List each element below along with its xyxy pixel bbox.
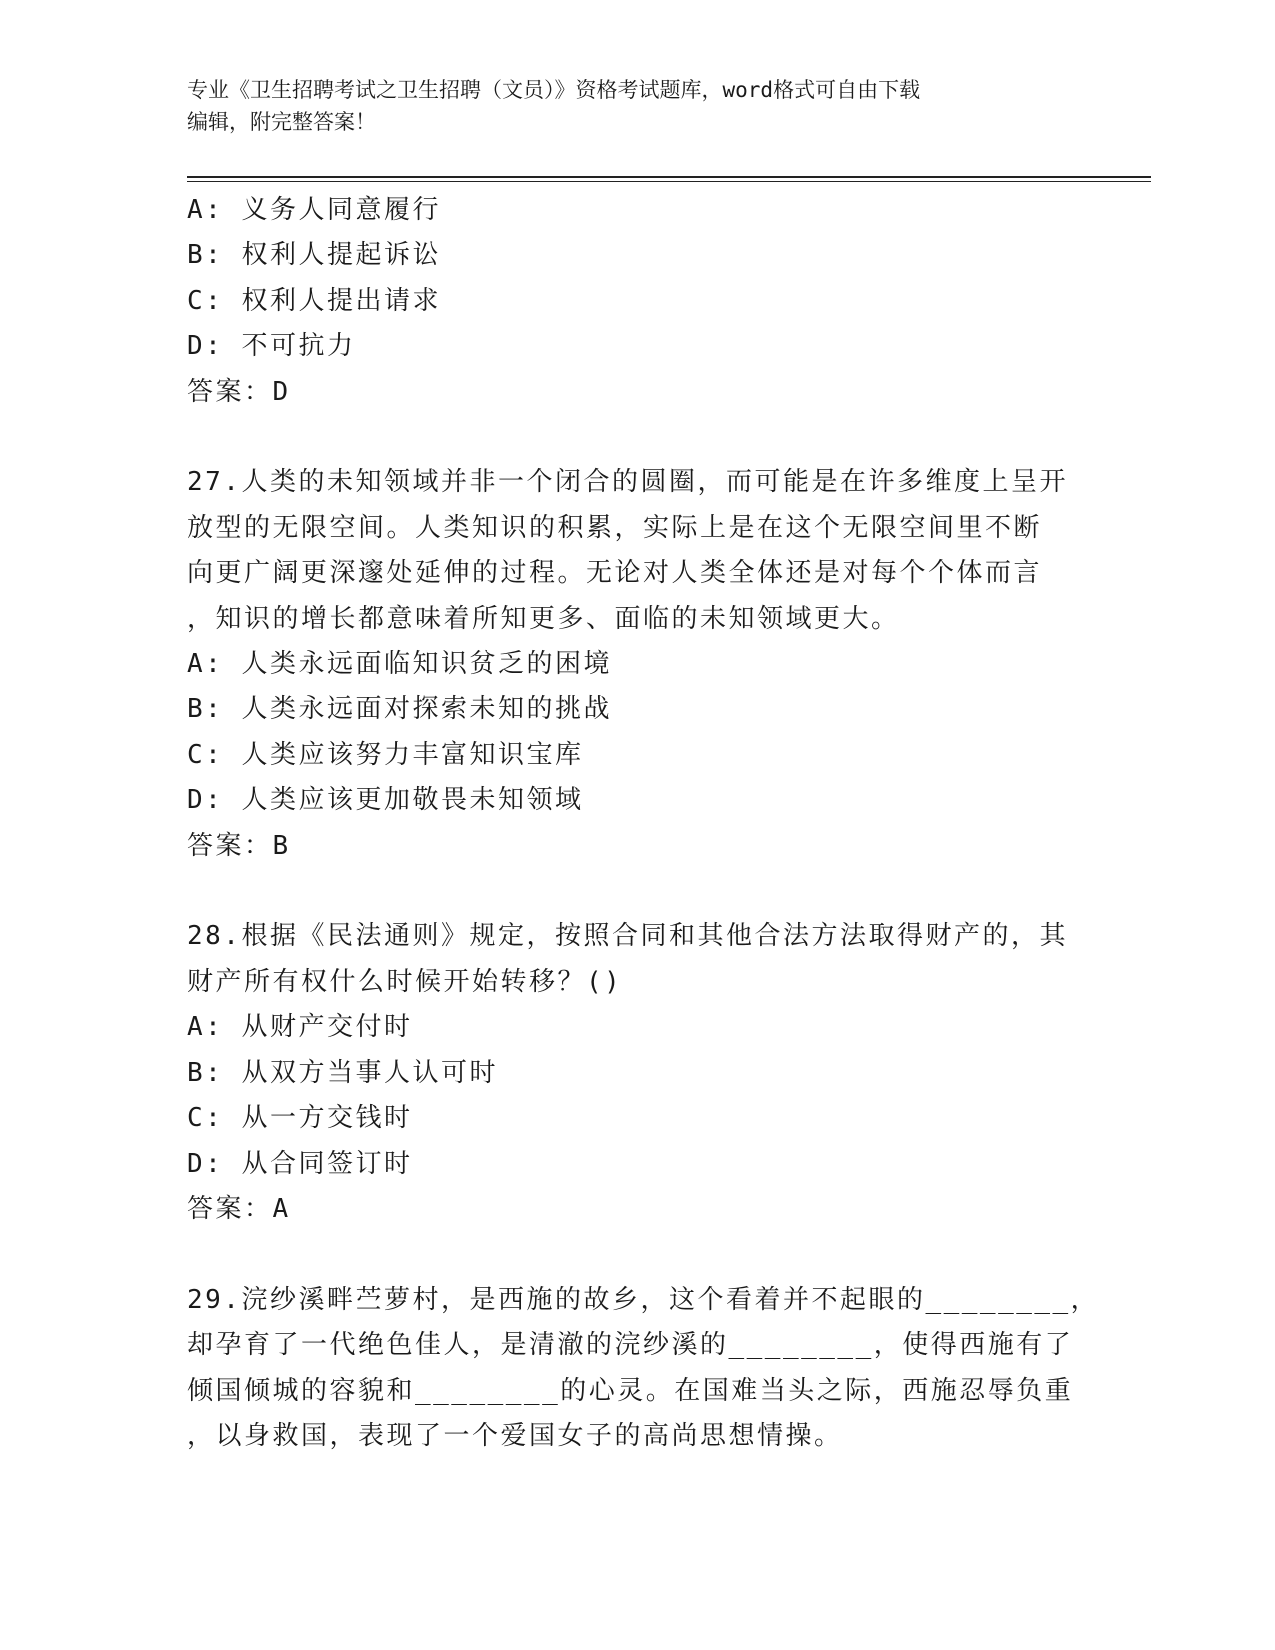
question-stem-line: 财产所有权什么时候开始转移？(): [187, 966, 623, 997]
question-stem-line: 却孕育了一代绝色佳人，是清澈的浣纱溪的________，使得西施有了: [187, 1330, 1074, 1361]
option-d: D: 从合同签订时: [187, 1148, 413, 1179]
question-28: [187, 914, 1087, 1232]
question-stem-line: 倾国倾城的容貌和________的心灵。在国难当头之际，西施忍辱负重: [187, 1375, 1074, 1406]
question-26: [187, 188, 1087, 415]
question-stem-line: 28.根据《民法通则》规定，按照合同和其他合法方法取得财产的，其: [187, 921, 1068, 952]
question-29: [187, 1278, 1100, 1460]
question-stem-line: 29.浣纱溪畔苎萝村，是西施的故乡，这个看着并不起眼的________，: [187, 1284, 1100, 1315]
option-b: B: 人类永远面对探索未知的挑战: [187, 694, 612, 725]
header-line-2: 编辑，附完整答案！: [187, 110, 376, 134]
option-c: C: 从一方交钱时: [187, 1103, 413, 1134]
page-header: [187, 74, 1087, 138]
option-c: C: 人类应该努力丰富知识宝库: [187, 739, 584, 770]
option-b: B: 从双方当事人认可时: [187, 1057, 498, 1088]
option-b: B: 权利人提起诉讼: [187, 240, 441, 271]
question-list: [187, 188, 1100, 1459]
question-stem-line: 向更广阔更深邃处延伸的过程。无论对人类全体还是对每个个体而言: [187, 558, 1043, 589]
question-stem-line: ，知识的增长都意味着所知更多、面临的未知领域更大。: [187, 603, 900, 634]
option-a: A: 从财产交付时: [187, 1012, 413, 1043]
question-stem-line: ，以身救国，表现了一个爱国女子的高尚思想情操。: [187, 1420, 843, 1451]
option-d: D: 不可抗力: [187, 331, 356, 362]
question-27: [187, 460, 1087, 869]
option-a: A: 人类永远面临知识贫乏的困境: [187, 649, 612, 680]
header-line-1: 专业《卫生招聘考试之卫生招聘（文员）》资格考试题库，word格式可自由下载: [187, 78, 921, 102]
answer-line: 答案：B: [187, 830, 291, 861]
question-stem-line: 27.人类的未知领域并非一个闭合的圆圈，而可能是在许多维度上呈开: [187, 467, 1068, 498]
question-stem-line: 放型的无限空间。人类知识的积累，实际上是在这个无限空间里不断: [187, 512, 1043, 543]
header-rule-thin: [187, 181, 1151, 182]
option-c: C: 权利人提出请求: [187, 285, 441, 316]
header-rule-thick: [187, 176, 1151, 178]
option-d: D: 人类应该更加敬畏未知领域: [187, 785, 584, 816]
answer-line: 答案：D: [187, 376, 291, 407]
option-a: A: 义务人同意履行: [187, 195, 441, 225]
answer-line: 答案：A: [187, 1193, 291, 1224]
